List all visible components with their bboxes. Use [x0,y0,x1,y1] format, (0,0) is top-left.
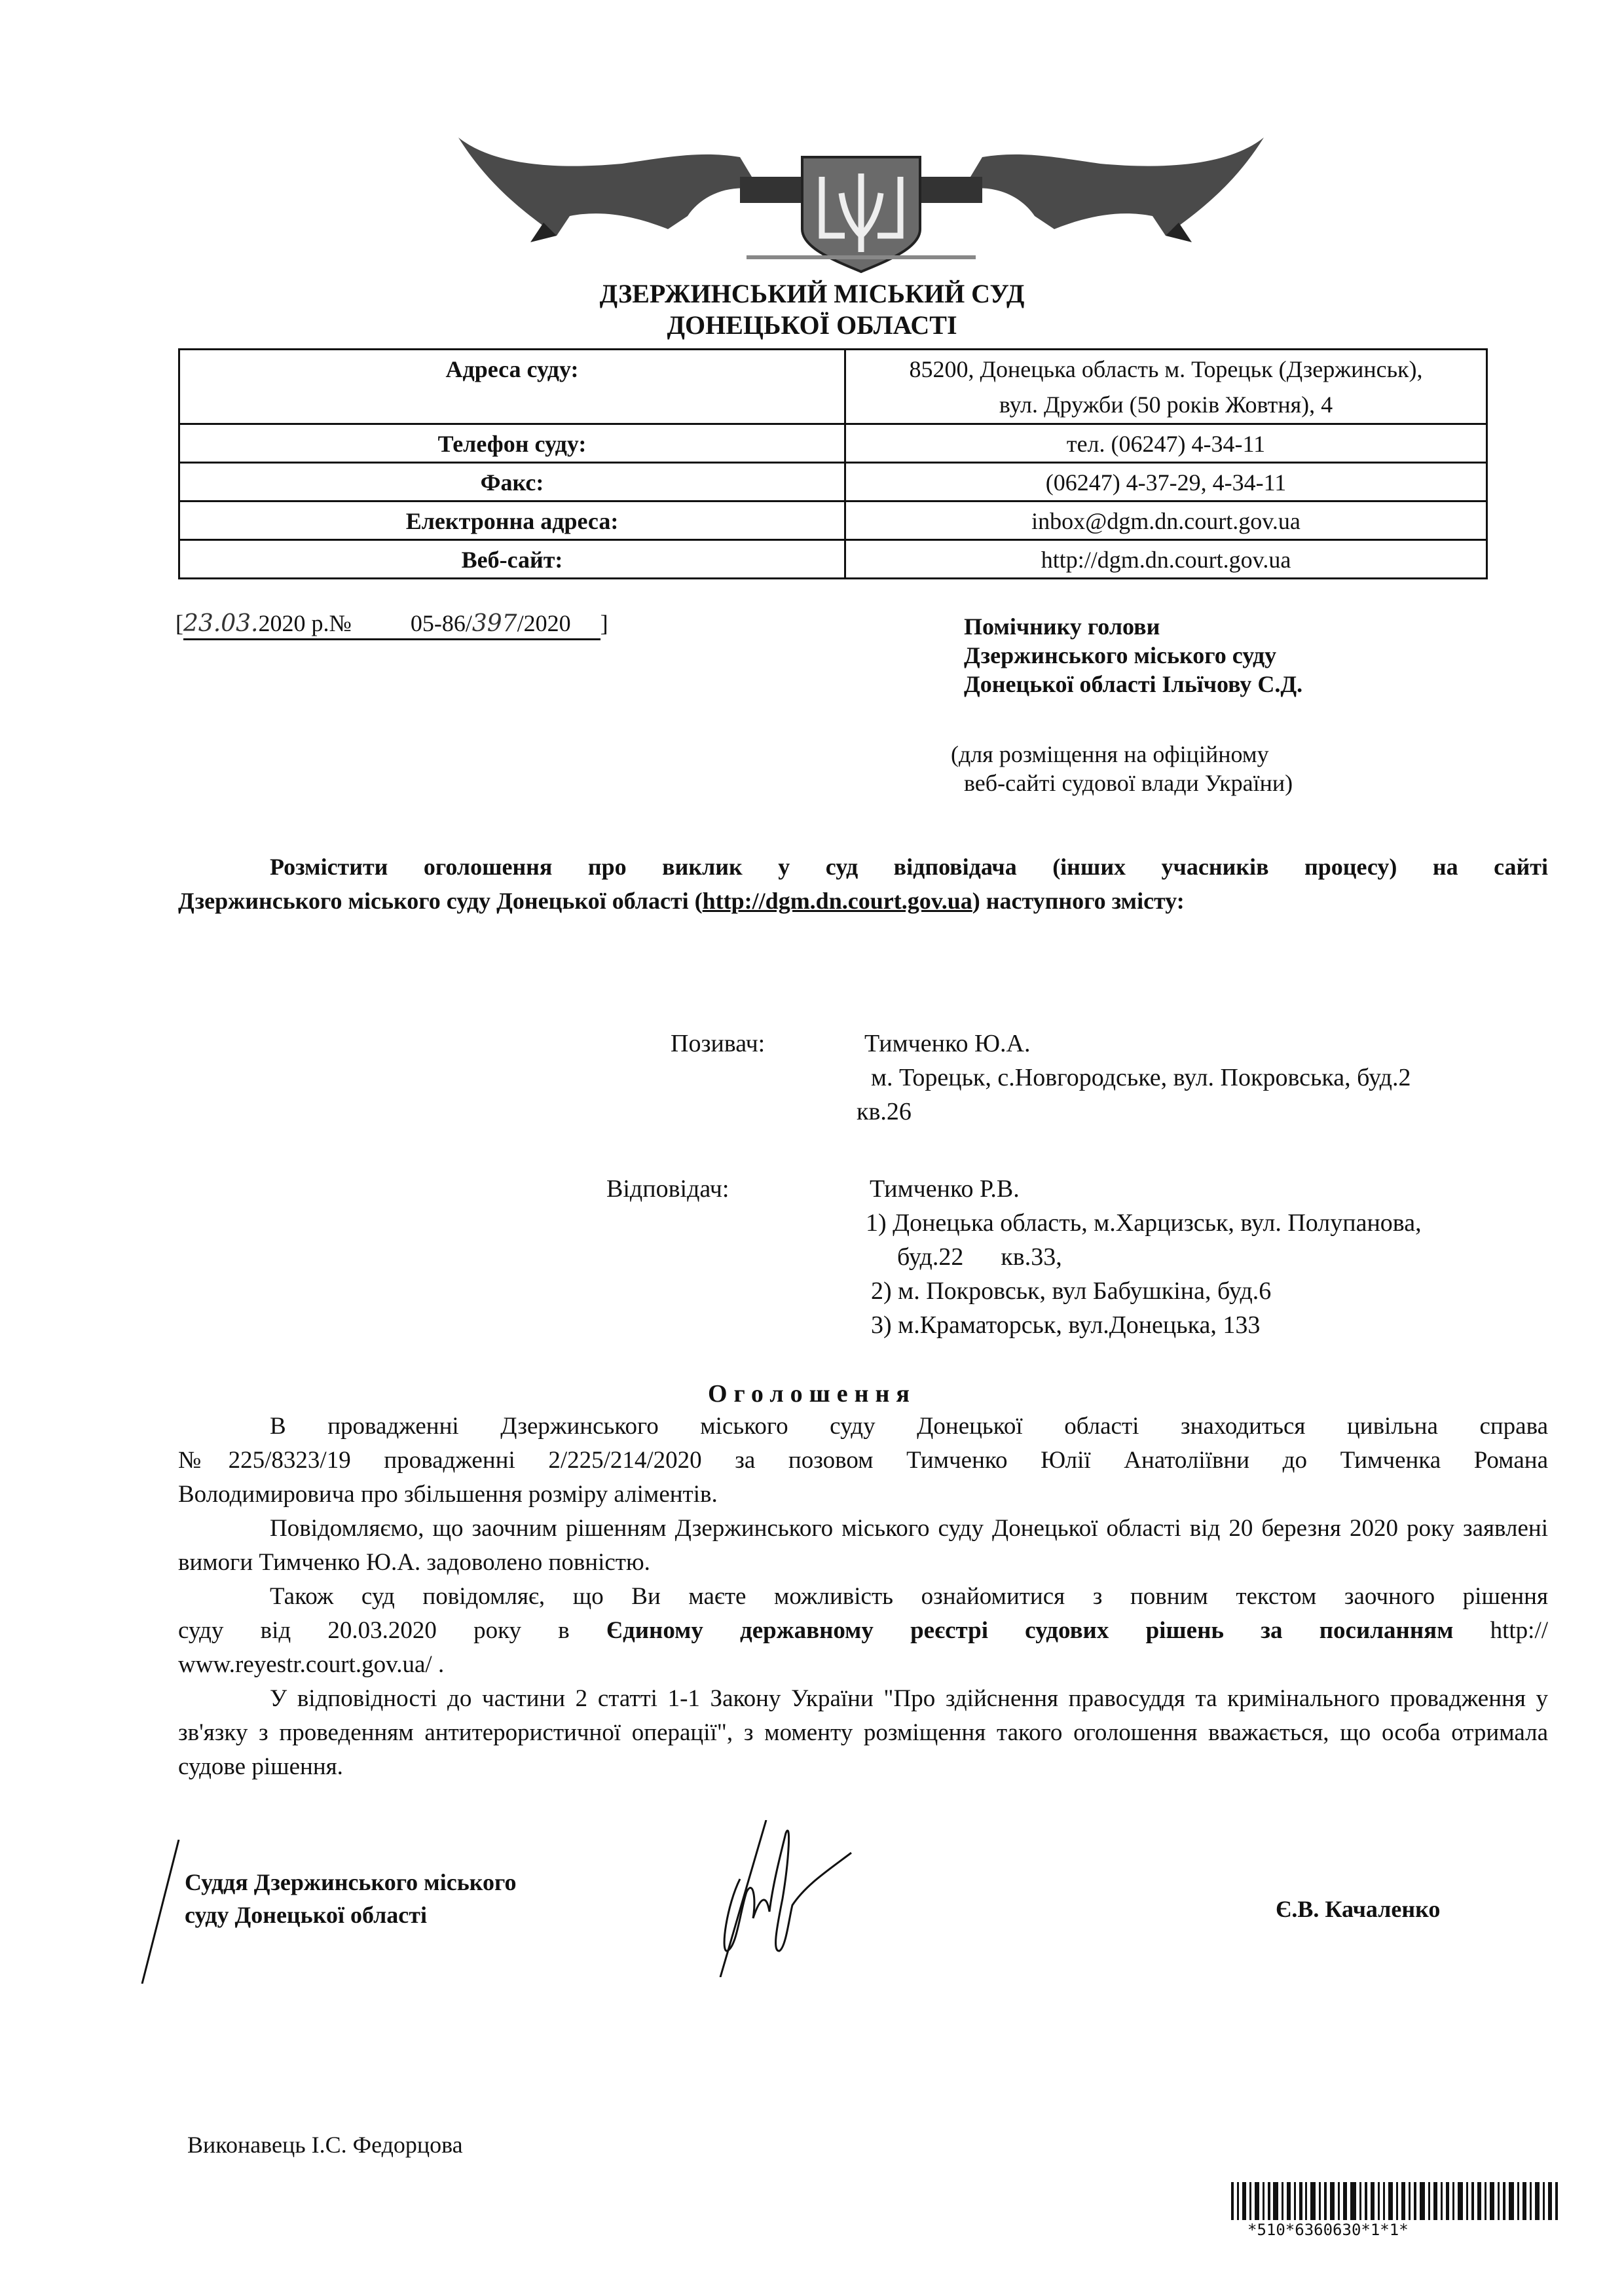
purpose-line1: (для розміщення на офіційному [951,741,1269,767]
handwritten-signature-icon [707,1820,858,1977]
defendant-address-3: 3) м.Краматорськ, вул.Донецька, 133 [871,1311,1261,1339]
barcode-number: *510*6360630*1*1* [1247,2221,1409,2239]
fax-label: Факс: [179,463,845,501]
address-line2: вул. Дружби (50 років Жовтня), 4 [999,392,1333,418]
judge-title [185,1866,516,1931]
instruction-paragraph [178,850,1548,918]
announcement-p1-line3: Володимировича про збільшення розміру аліментів. [178,1481,718,1508]
court-contact-table [178,348,1488,579]
table-row-website [179,540,1487,579]
p3-text: суду від 20.03.2020 року в [178,1617,606,1644]
purpose-note [951,740,1293,797]
court-name-line2: ДОНЕЦЬКОЇ ОБЛАСТІ [667,310,957,340]
announcement-p3-line2 [178,1614,1548,1648]
table-row-address [179,350,1487,424]
table-row-phone [179,424,1487,463]
instruction-text-end: ) наступного змісту: [972,888,1185,914]
plaintiff-name: Тимченко Ю.А. [864,1030,1031,1057]
phone-value: тел. (06247) 4-34-11 [845,424,1487,463]
fax-value: (06247) 4-37-29, 4-34-11 [845,463,1487,501]
executor-name: Виконавець І.С. Федорцова [187,2132,463,2158]
recipient-line3: Донецької області Ільїчову С.Д. [964,671,1303,697]
instruction-line2 [178,884,1548,918]
defendant-name: Тимченко Р.В. [870,1175,1020,1203]
coat-of-arms-emblem-icon [452,137,1270,275]
instruction-line1: Розмістити оголошення про виклик у суд відповідача (інших учасників процесу) на сайті [270,854,1548,880]
number-suffix: /2020 [517,610,571,636]
defendant-address-1-line2: буд.22 кв.33, [897,1243,1062,1271]
judge-title-line1: Суддя Дзержинського міського [185,1869,517,1895]
address-line1: 85200, Донецька область м. Торецьк (Дзержинськ), [909,356,1423,382]
announcement-p3-line1: Також суд повідомляє, що Ви маєте можливість ознайомитися з повним текстом заочного рішення [270,1583,1548,1610]
defendant-address-1-line1: 1) Донецька область, м.Харцизськ, вул. Полупанова, [866,1209,1422,1237]
address-label: Адреса суду: [179,350,845,424]
registry-link-start[interactable]: http:// [1453,1617,1548,1644]
announcement-p1-line1: В провадженні Дзержинського міського суду Донецької області знаходиться цивільна справа [270,1413,1548,1440]
table-row-email [179,501,1487,540]
plaintiff-address-line2: кв.26 [857,1098,912,1125]
purpose-line2: веб-сайті судової влади України) [964,770,1293,796]
judge-name: Є.В. Качаленко [1276,1896,1441,1922]
outgoing-date-field [183,609,600,640]
margin-slash-mark-icon [141,1840,180,1984]
announcement-body [178,1410,1548,1784]
number-prefix: 05-86/ [410,610,472,636]
recipient-block [964,612,1302,699]
announcement-p2: Повідомляємо, що заочним рішенням Дзержинського міського суду Донецької області від 20 березня 2020 року заявлені вимоги Тимченко Ю.А. задоволено повністю. [178,1515,1548,1576]
court-name-heading [0,278,1624,341]
handwritten-number: 397 [471,610,517,637]
website-value[interactable]: http://dgm.dn.court.gov.ua [845,540,1487,579]
plaintiff-address-line1: м. Торецьк, с.Новгородське, вул. Покровська, буд.2 [871,1064,1411,1091]
plaintiff-label: Позивач: [671,1030,766,1057]
announcement-title: Оголошення [708,1380,916,1408]
announcement-p4: У відповідності до частини 2 статті 1-1 Закону України "Про здійснення правосуддя та кримінального провадження у зв'язку з проведенням антитерористичної операції", з моменту розміщення такого оголошення вважається, що особа отримала судове рішення. [178,1685,1548,1780]
email-label: Електронна адреса: [179,501,845,540]
handwritten-date: 23.03. [183,610,259,637]
outgoing-reference [175,609,608,640]
bracket-close: ] [600,610,608,636]
bracket-open: [ [175,610,183,636]
defendant-label: Відповідач: [606,1175,729,1203]
phone-label: Телефон суду: [179,424,845,463]
court-website-link[interactable]: http://dgm.dn.court.gov.ua [702,888,972,914]
address-value [845,350,1487,424]
announcement-p1-line2: №225/8323/19 провадженні 2/225/214/2020 за позовом Тимченко Юлії Анатоліївни до Тимченка Романа [178,1447,1548,1474]
table-row-fax [179,463,1487,501]
court-name-line1: ДЗЕРЖИНСЬКИЙ МІСЬКИЙ СУД [599,279,1025,308]
barcode-icon [1231,2182,1559,2220]
date-suffix: 2020 р.№ [258,610,352,636]
registry-reference: Єдиному державному реєстрі судових рішень за посиланням [606,1617,1454,1644]
recipient-line2: Дзержинського міського суду [964,642,1277,668]
email-value[interactable]: inbox@dgm.dn.court.gov.ua [845,501,1487,540]
judge-title-line2: суду Донецької області [185,1902,427,1928]
instruction-text: Дзержинського міського суду Донецької області ( [178,888,703,914]
registry-link[interactable]: www.reyestr.court.gov.ua/ . [178,1651,445,1678]
recipient-line1: Помічнику голови [964,613,1160,640]
website-label: Веб-сайт: [179,540,845,579]
defendant-address-2: 2) м. Покровськ, вул Бабушкіна, буд.6 [871,1277,1272,1305]
